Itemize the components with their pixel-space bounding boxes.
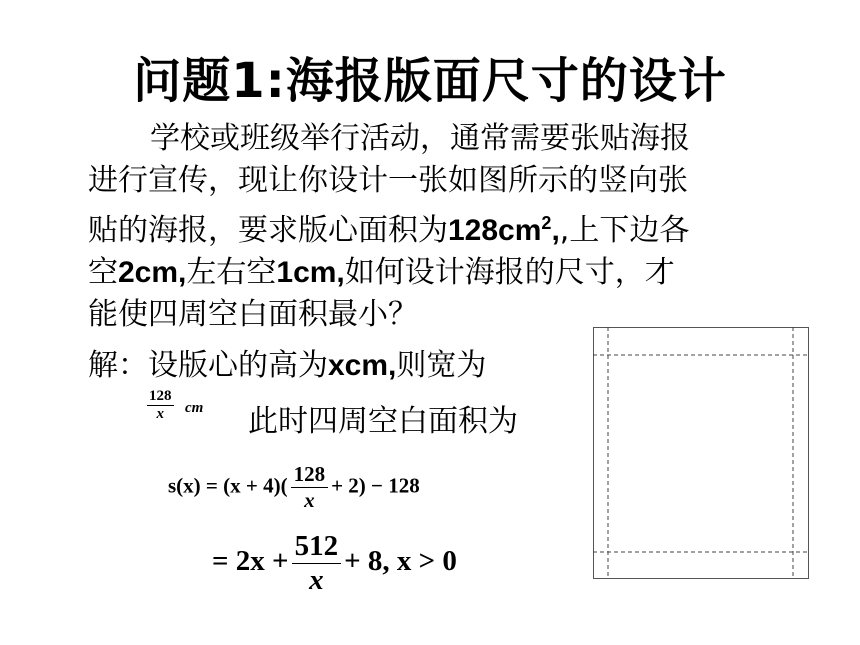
fraction-numerator: 128 — [293, 462, 326, 486]
fraction-denominator: x — [291, 487, 329, 513]
equation-1-fraction — [291, 462, 329, 513]
equation-1-rhs: + 2) − 128 — [331, 473, 420, 498]
area-value: 128cm — [448, 214, 542, 247]
equation-2-rhs: + 8, x > 0 — [344, 545, 457, 578]
left-right-margin-value: 1cm, — [276, 256, 345, 289]
equation-2-fraction — [292, 530, 342, 597]
equation-2 — [212, 530, 457, 597]
problem-line-3: 贴的海报，要求版心面积为$128cm^2$,,上下边各 — [88, 213, 690, 248]
fraction-denominator: x — [292, 563, 342, 597]
problem-statement — [88, 118, 778, 336]
text-fragment: 如何设计海报的尺寸，才 — [344, 255, 675, 290]
equation-1 — [168, 462, 420, 513]
margin-text: ,上下边各 — [559, 213, 690, 248]
text-fragment: 空 — [88, 255, 118, 290]
problem-line-5: 能使四周空白面积最小？ — [88, 297, 418, 332]
fraction-denominator: x — [156, 406, 164, 422]
slide-title: 问题1:海报版面尺寸的设计 — [133, 53, 727, 109]
problem-line-1: 学校或班级举行活动，通常需要张贴海报 — [150, 121, 690, 156]
fraction-numerator: 128 — [149, 388, 172, 404]
fraction-numerator: 512 — [294, 530, 339, 562]
poster-diagram — [593, 327, 811, 581]
area-exponent: 2 — [541, 213, 552, 233]
equation-1-lhs: s(x) = (x + 4)( — [168, 473, 288, 498]
poster-outline — [594, 328, 809, 579]
width-unit: cm — [185, 400, 204, 416]
text-fragment: 解：设版心的高为 — [88, 348, 328, 383]
text-fragment: 则宽为 — [396, 348, 487, 383]
height-variable: xcm, — [328, 349, 397, 382]
solution-intro — [88, 340, 486, 384]
area-requirement-text: 贴的海报，要求版心面积为 — [88, 213, 448, 248]
blank-area-text: 此时四周空白面积为 — [248, 404, 518, 439]
top-bottom-margin-value: 2cm, — [118, 256, 187, 289]
text-fragment: 左右空 — [186, 255, 277, 290]
problem-line-4 — [88, 252, 778, 294]
problem-line-2: 进行宣传，现让你设计一张如图所示的竖向张 — [88, 163, 688, 198]
width-fraction — [147, 388, 174, 423]
equation-2-lhs: = 2x + — [212, 545, 289, 578]
